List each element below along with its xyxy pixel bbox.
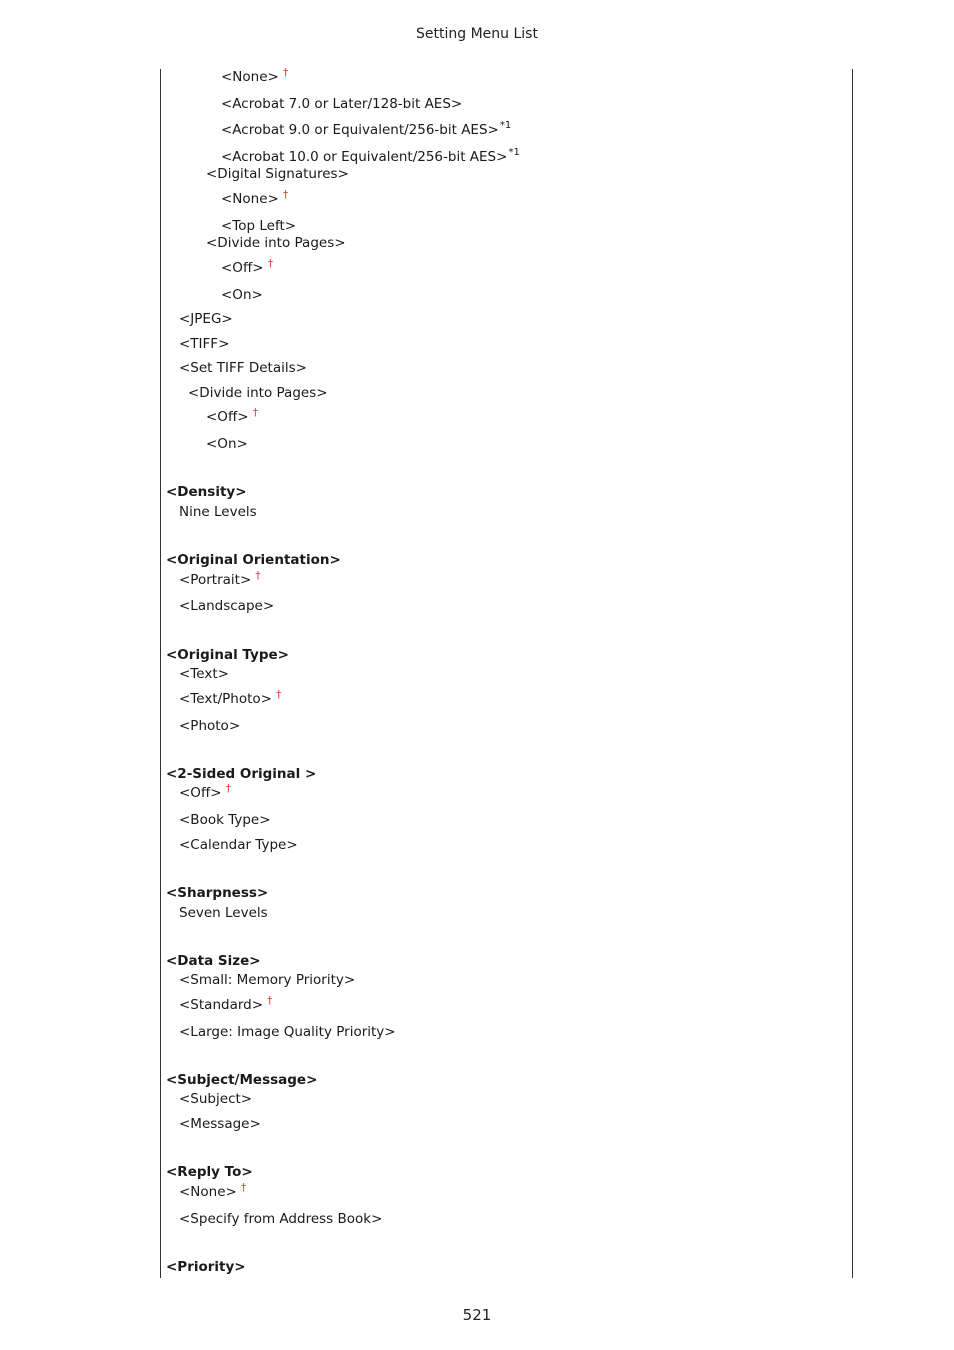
menu-option [179,503,257,521]
menu-item-label: <Divide into Pages> [206,235,346,251]
menu-option [221,259,273,278]
menu-option [206,435,248,453]
menu-option [221,217,296,235]
menu-item-label: <None> [221,191,279,207]
menu-option [206,408,258,427]
menu-item-label: <Sharpness> [166,885,269,901]
menu-option [179,784,231,803]
menu-item-label: Seven Levels [179,905,268,921]
default-dagger-icon: † [252,406,259,419]
default-dagger-icon: † [282,188,289,201]
menu-item-label: <None> [221,69,279,85]
page-number: 521 [462,1306,492,1324]
menu-item-label: <On> [206,436,248,452]
menu-option [179,996,273,1015]
menu-option [179,335,229,353]
menu-item-label: <Digital Signatures> [206,166,349,182]
menu-item-label: <Subject/Message> [166,1072,318,1088]
menu-option [179,1183,246,1202]
menu-item-label: <Book Type> [179,812,271,828]
menu-item-label: <Original Orientation> [166,552,341,568]
menu-option [179,971,355,989]
menu-item-label: <Original Type> [166,647,289,663]
menu-heading [166,884,268,902]
menu-heading [166,551,341,569]
menu-heading [166,1163,253,1181]
menu-item-label: <Data Size> [166,953,261,969]
menu-item-label: <Top Left> [221,218,297,234]
menu-option [179,310,233,328]
menu-option [206,165,349,183]
default-dagger-icon: † [275,688,282,701]
menu-item-label: <Acrobat 10.0 or Equivalent/256-bit AES> [221,149,508,165]
menu-item-label: <2-Sided Original > [166,766,317,782]
menu-option [179,359,307,377]
menu-item-label: <Portrait> [179,572,252,588]
menu-heading [166,483,247,501]
menu-item-label: Nine Levels [179,504,257,520]
menu-option [221,95,462,113]
menu-item-label: <Off> [179,785,222,801]
menu-item-label: <Specify from Address Book> [179,1211,383,1227]
menu-item-label: <Standard> [179,997,264,1013]
menu-item-label: <Acrobat 7.0 or Later/128-bit AES> [221,96,463,112]
footnote-marker: *1 [499,120,512,131]
menu-heading [166,1071,317,1089]
menu-option [179,571,261,590]
menu-option [221,286,263,304]
menu-option [179,811,271,829]
menu-item-label: <Priority> [166,1259,246,1275]
menu-option [221,121,511,141]
menu-item-label: <Text/Photo> [179,691,272,707]
default-dagger-icon: † [282,66,289,79]
menu-item-label: <Acrobat 9.0 or Equivalent/256-bit AES> [221,122,499,138]
menu-item-label: <Large: Image Quality Priority> [179,1024,396,1040]
menu-item-label: <Reply To> [166,1164,253,1180]
menu-option [221,190,288,209]
default-dagger-icon: † [225,782,232,795]
menu-item-label: <Subject> [179,1091,253,1107]
menu-item-label: <Off> [206,409,249,425]
menu-item-label: <Off> [221,260,264,276]
menu-option [179,717,240,735]
menu-item-label: <Divide into Pages> [188,385,328,401]
default-dagger-icon: † [255,569,261,582]
menu-option [179,597,274,615]
menu-item-label: <Landscape> [179,598,275,614]
menu-item-label: <On> [221,287,263,303]
menu-item-label: <JPEG> [179,311,233,327]
menu-item-label: <None> [179,1184,237,1200]
menu-heading [166,765,316,783]
default-dagger-icon: † [267,994,273,1007]
menu-option [179,1023,396,1041]
default-dagger-icon: † [267,257,274,270]
menu-option [179,1090,252,1108]
menu-option [179,1115,261,1133]
menu-heading [166,646,289,664]
menu-option [206,234,346,252]
menu-item-label: <Photo> [179,718,241,734]
menu-heading [166,1258,246,1276]
menu-option [179,690,281,709]
menu-option [179,665,229,683]
menu-item-label: <TIFF> [179,336,230,352]
menu-item-label: <Small: Memory Priority> [179,972,356,988]
default-dagger-icon: † [240,1181,247,1194]
menu-option [188,384,328,402]
menu-item-label: <Density> [166,484,247,500]
menu-item-label: <Set TIFF Details> [179,360,307,376]
page-header: Setting Menu List [416,26,538,42]
menu-item-label: <Message> [179,1116,261,1132]
menu-option [179,1210,382,1228]
menu-item-label: <Text> [179,666,229,682]
menu-option [179,836,298,854]
footnote-marker: *1 [508,147,520,158]
menu-option [221,68,288,87]
menu-heading [166,952,261,970]
menu-item-label: <Calendar Type> [179,837,298,853]
menu-option [179,904,268,922]
